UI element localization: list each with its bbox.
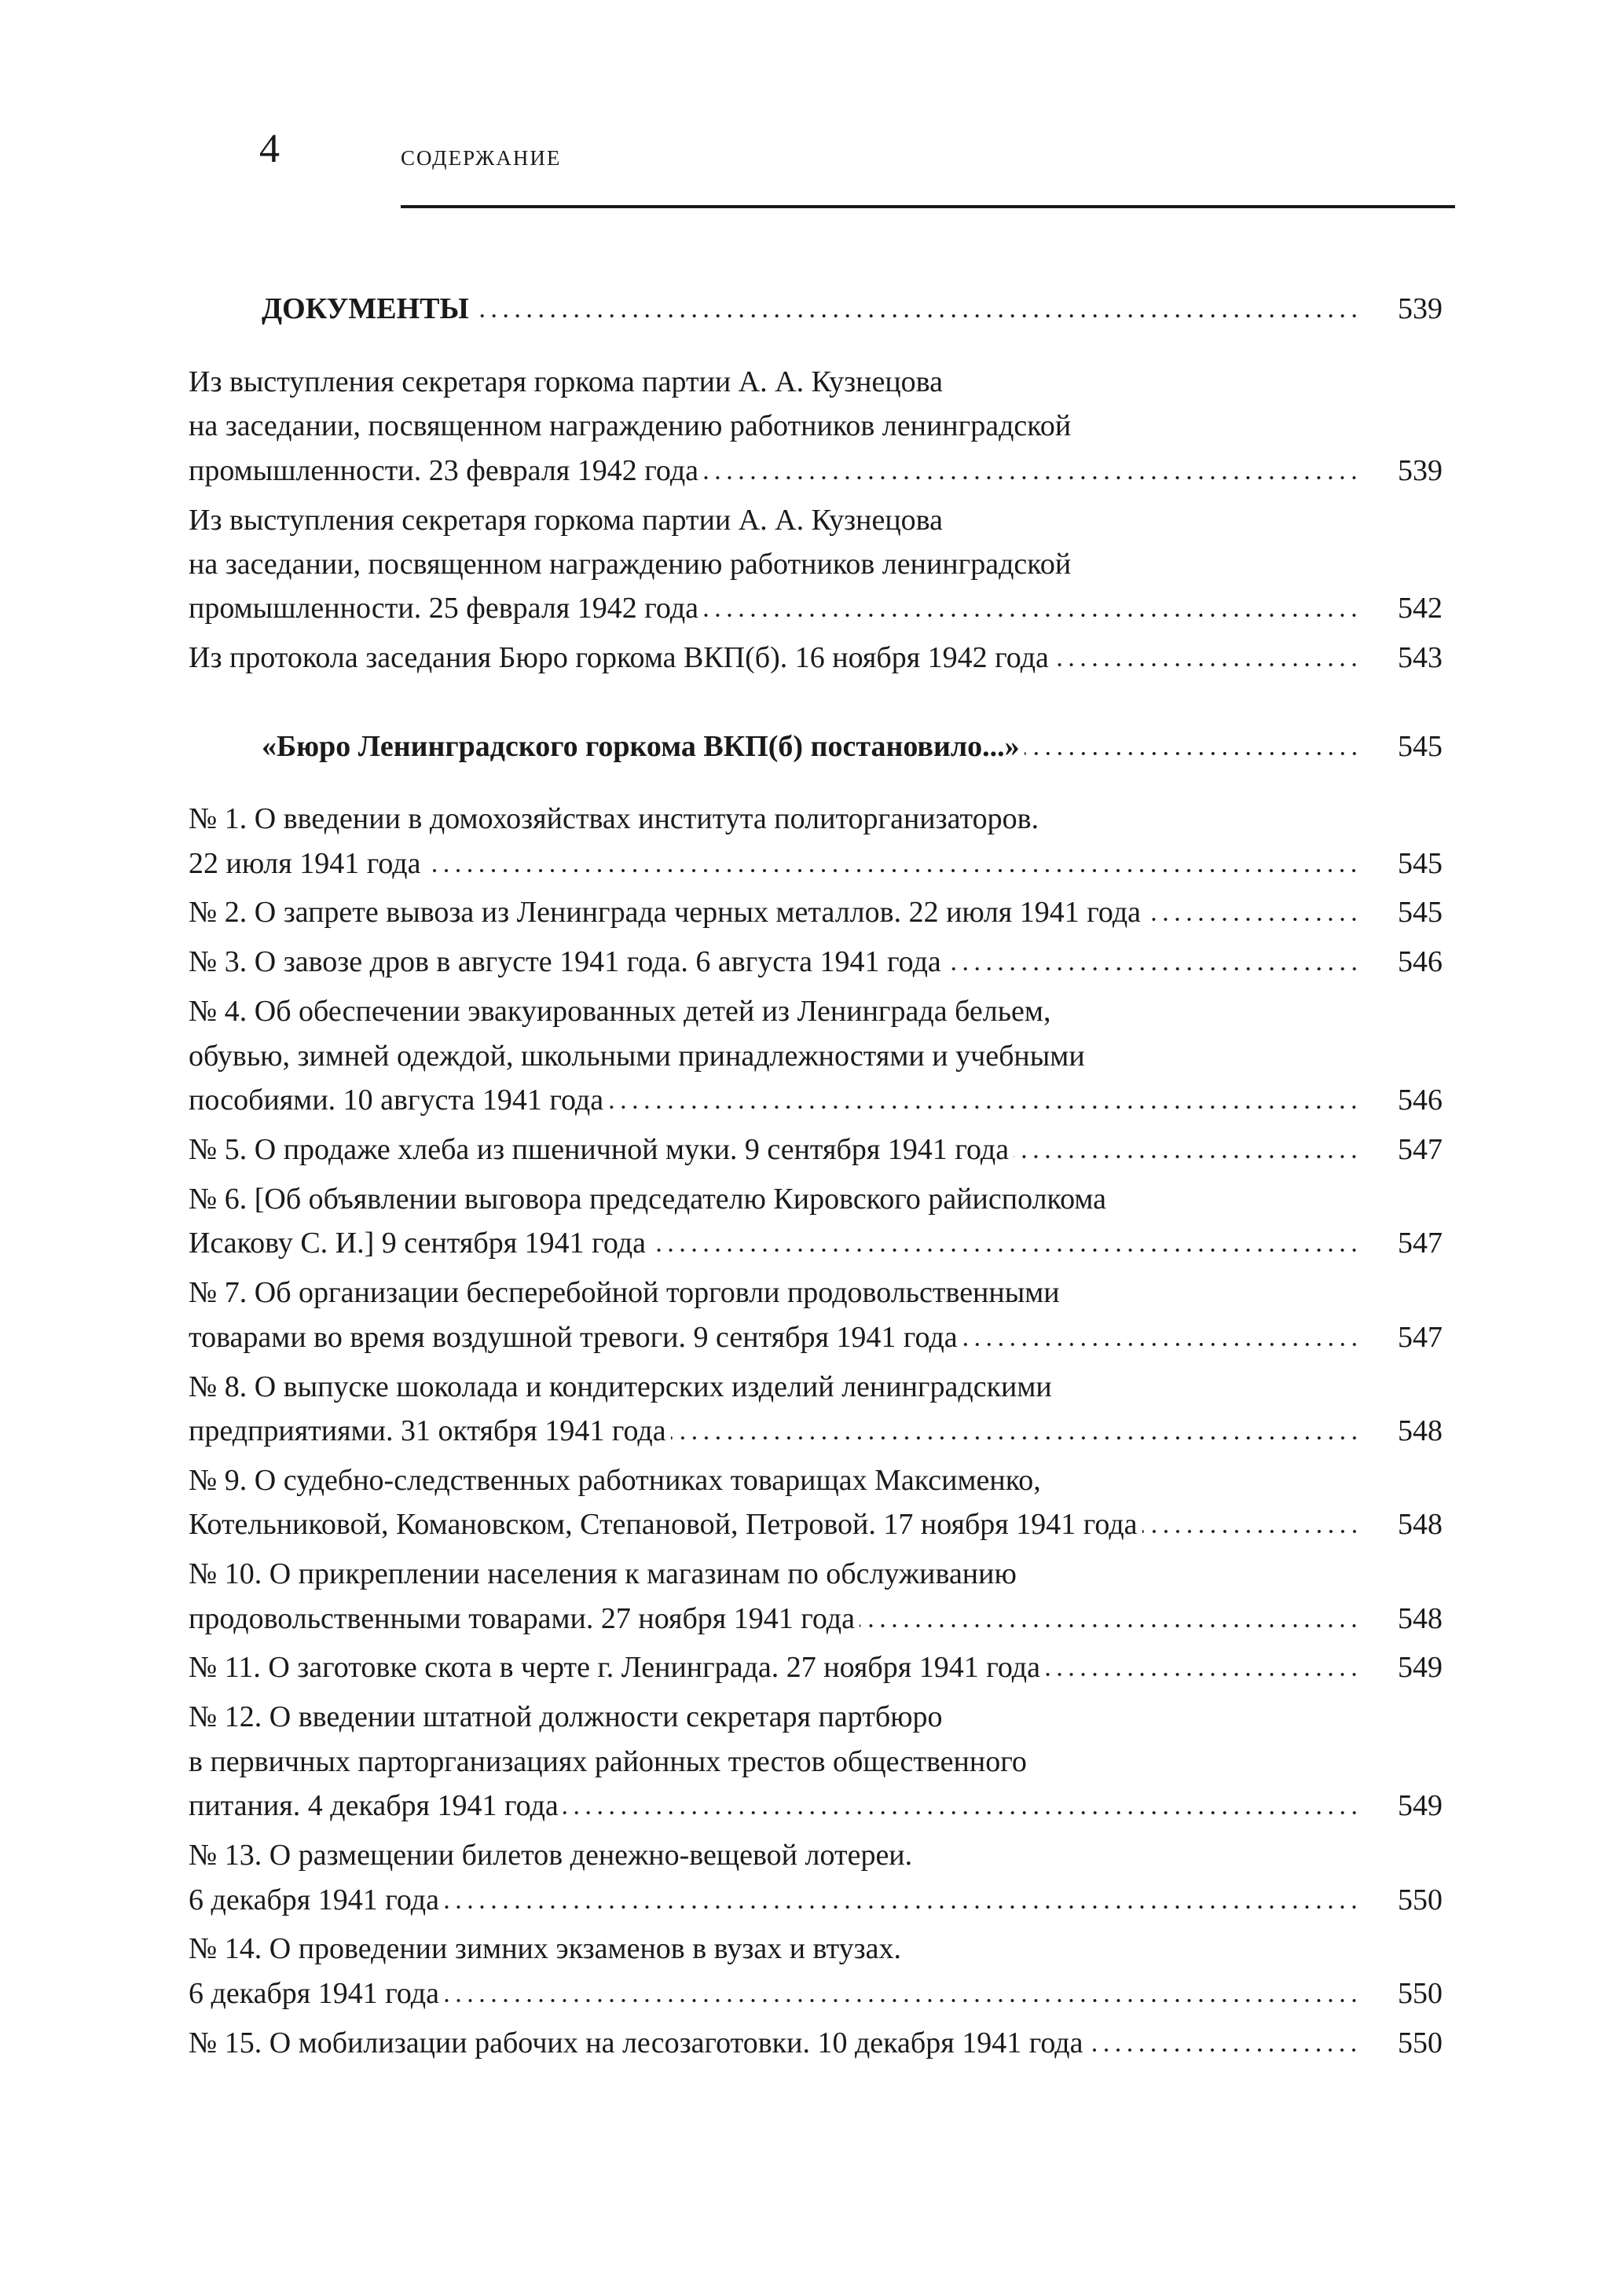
dot-leader [671, 1434, 1360, 1442]
toc-entry-text: № 6. [Об объявлении выговора председателю Кировского райисполкома [189, 1182, 1107, 1216]
toc-entry[interactable] [189, 636, 1443, 680]
toc-entry-line [189, 1695, 1443, 1739]
dot-leader [703, 474, 1360, 482]
toc-entry-text: в первичных парторганизациях районных трестов общественного [189, 1744, 1027, 1778]
toc-page-number: 550 [1398, 2026, 1443, 2059]
toc-page-number: 543 [1398, 641, 1443, 675]
toc-page-number: 548 [1398, 1601, 1443, 1635]
toc-entry-text: промышленности. 25 февраля 1942 года [189, 592, 699, 625]
dot-leader [651, 1246, 1360, 1254]
toc-entry-text: № 10. О прикреплении населения к магазинам по обслуживанию [189, 1557, 1017, 1591]
toc-entry-line [262, 287, 1443, 331]
toc-entry[interactable] [189, 797, 1443, 886]
toc-entry-line [189, 1458, 1443, 1502]
toc-page-number: 545 [1398, 729, 1443, 763]
toc-entry-line [189, 1833, 1443, 1877]
dot-leader [946, 965, 1360, 973]
toc-entry-text: 6 декабря 1941 года [189, 1883, 440, 1916]
toc-entry-line [189, 636, 1443, 680]
toc-page-number: 539 [1398, 292, 1443, 325]
toc-entry[interactable] [189, 1833, 1443, 1922]
toc-entry-line [189, 1597, 1443, 1641]
toc-entry-line [189, 1221, 1443, 1265]
dot-leader [1045, 1671, 1360, 1678]
toc-entry-line [189, 586, 1443, 630]
toc-entry-line [189, 1409, 1443, 1453]
toc-entry-line [189, 1034, 1443, 1078]
toc-entry-text: Из выступления секретаря горкома партии А. А. Кузнецова [189, 503, 943, 537]
toc-entry[interactable] [189, 498, 1443, 631]
toc-entry-text: 22 июля 1941 года [189, 846, 421, 880]
toc-entry-line [189, 797, 1443, 841]
toc-page-number: 545 [1398, 846, 1443, 880]
toc-page-number: 546 [1398, 1084, 1443, 1117]
toc-entry-text: № 8. О выпуске шоколада и кондитерских изделий ленинградскими [189, 1370, 1052, 1403]
toc-page-number: 549 [1398, 1789, 1443, 1823]
toc-page-number: 550 [1398, 1883, 1443, 1916]
table-of-contents [189, 281, 1443, 2065]
toc-entry-line [189, 1927, 1443, 1971]
toc-entry-text: № 3. О завозе дров в августе 1941 года. 6 августа 1941 года [189, 945, 941, 979]
toc-entry[interactable] [189, 1458, 1443, 1547]
dot-leader [1146, 915, 1360, 923]
toc-entry-line [262, 724, 1443, 768]
dot-leader [474, 312, 1360, 320]
toc-entry-text: № 5. О продаже хлеба из пшеничной муки. 9 сентября 1941 года [189, 1133, 1010, 1166]
toc-entry-text: ДОКУМЕНТЫ [262, 292, 469, 325]
toc-section-heading[interactable] [189, 724, 1443, 768]
toc-entry-text: продовольственными товарами. 27 ноября 1941 года [189, 1601, 856, 1635]
toc-entry-line [189, 890, 1443, 934]
toc-entry-line [189, 1645, 1443, 1689]
toc-entry-line [189, 1971, 1443, 2015]
dot-leader [608, 1103, 1360, 1111]
toc-entry-text: промышленности. 23 февраля 1942 года [189, 453, 699, 487]
toc-entry-text: № 1. О введении в домохозяйствах института политорганизаторов. [189, 802, 1039, 836]
toc-entry-text: Исакову С. И.] 9 сентября 1941 года [189, 1227, 646, 1260]
toc-entry[interactable] [189, 360, 1443, 493]
toc-entry-text: на заседании, посвященном награждению работников ленинградской [189, 548, 1072, 581]
toc-entry[interactable] [189, 1645, 1443, 1689]
toc-page-number: 547 [1398, 1320, 1443, 1354]
toc-entry-text: предприятиями. 31 октября 1941 года [189, 1414, 666, 1447]
dot-leader [1087, 2046, 1360, 2054]
toc-entry-text: обувью, зимней одеждой, школьными принадлежностями и учебными [189, 1039, 1085, 1073]
toc-page-number: 545 [1398, 896, 1443, 930]
toc-entry-line [189, 1177, 1443, 1221]
toc-entry-line [189, 542, 1443, 586]
toc-entry-line [189, 989, 1443, 1033]
toc-page-number: 542 [1398, 592, 1443, 625]
toc-entry-text: на заседании, посвященном награждению работников ленинградской [189, 409, 1072, 443]
toc-page-number: 539 [1398, 453, 1443, 487]
toc-entry-line [189, 1365, 1443, 1409]
toc-entry-text: Из протокола заседания Бюро горкома ВКП(б). 16 ноября 1942 года [189, 641, 1049, 675]
toc-entry[interactable] [189, 1927, 1443, 2015]
toc-entry[interactable] [189, 1695, 1443, 1828]
running-title: СОДЕРЖАНИЕ [401, 146, 562, 170]
toc-section-heading[interactable] [189, 287, 1443, 331]
dot-leader [1142, 1528, 1360, 1535]
toc-entry-line [189, 1078, 1443, 1122]
toc-page-number: 547 [1398, 1133, 1443, 1166]
dot-leader [1054, 661, 1360, 669]
toc-page-number: 546 [1398, 945, 1443, 979]
toc-entry-line [189, 1740, 1443, 1784]
dot-leader [444, 1997, 1360, 2004]
dot-leader [444, 1903, 1360, 1911]
dot-leader [962, 1341, 1360, 1348]
toc-entry-line [189, 360, 1443, 404]
toc-entry[interactable] [189, 1128, 1443, 1172]
toc-page-number: 550 [1398, 1976, 1443, 2010]
dot-leader [860, 1622, 1360, 1630]
toc-entry-text: 6 декабря 1941 года [189, 1976, 440, 2010]
toc-page-number: 548 [1398, 1414, 1443, 1447]
toc-entry-text: № 12. О введении штатной должности секретаря партбюро [189, 1700, 943, 1734]
toc-entry-text: «Бюро Ленинградского горкома ВКП(б) постановило...» [262, 729, 1020, 763]
toc-entry[interactable] [189, 890, 1443, 934]
toc-page-number: 547 [1398, 1227, 1443, 1260]
toc-entry-line [189, 1315, 1443, 1359]
toc-entry-text: № 14. О проведении зимних экзаменов в вузах и втузах. [189, 1932, 902, 1966]
toc-entry-text: Котельниковой, Комановском, Степановой, Петровой. 17 ноября 1941 года [189, 1508, 1138, 1542]
toc-entry-text: Из выступления секретаря горкома партии А. А. Кузнецова [189, 365, 943, 398]
toc-entry[interactable] [189, 1552, 1443, 1641]
toc-entry-text: № 15. О мобилизации рабочих на лесозаготовки. 10 декабря 1941 года [189, 2026, 1083, 2059]
toc-entry-line [189, 498, 1443, 542]
toc-page-number: 549 [1398, 1651, 1443, 1685]
dot-leader [425, 867, 1360, 875]
toc-entry[interactable] [189, 989, 1443, 1122]
page-number: 4 [259, 127, 280, 171]
toc-entry-line [189, 2021, 1443, 2065]
toc-entry-line [189, 1502, 1443, 1546]
toc-entry-line [189, 1552, 1443, 1596]
toc-entry-line [189, 1271, 1443, 1315]
toc-entry[interactable] [189, 1271, 1443, 1359]
toc-entry-line [189, 940, 1443, 984]
toc-entry-text: пособиями. 10 августа 1941 года [189, 1084, 604, 1117]
toc-entry-text: № 9. О судебно-следственных работниках товарищах Максименко, [189, 1463, 1041, 1497]
dot-leader [1014, 1153, 1360, 1161]
header-rule [401, 205, 1455, 208]
toc-entry[interactable] [189, 2021, 1443, 2065]
toc-entry-text: питания. 4 декабря 1941 года [189, 1789, 559, 1823]
toc-entry-text: № 4. Об обеспечении эвакуированных детей из Ленинграда бельем, [189, 995, 1051, 1029]
toc-entry-line [189, 842, 1443, 886]
toc-entry-line [189, 1878, 1443, 1922]
toc-entry-text: № 13. О размещении билетов денежно-вещевой лотереи. [189, 1839, 913, 1872]
toc-entry[interactable] [189, 940, 1443, 984]
dot-leader [703, 611, 1360, 619]
toc-entry-line [189, 1784, 1443, 1828]
toc-entry[interactable] [189, 1365, 1443, 1454]
dot-leader [1025, 750, 1360, 757]
toc-entry[interactable] [189, 1177, 1443, 1266]
toc-entry-line [189, 1128, 1443, 1172]
toc-entry-line [189, 449, 1443, 493]
toc-page-number: 548 [1398, 1508, 1443, 1542]
toc-entry-text: № 2. О запрете вывоза из Ленинграда черных металлов. 22 июля 1941 года [189, 896, 1142, 930]
toc-entry-line [189, 404, 1443, 448]
dot-leader [563, 1809, 1360, 1817]
toc-entry-text: № 7. Об организации бесперебойной торговли продовольственными [189, 1276, 1060, 1310]
toc-entry-text: товарами во время воздушной тревоги. 9 сентября 1941 года [189, 1320, 958, 1354]
toc-entry-text: № 11. О заготовке скота в черте г. Ленинграда. 27 ноября 1941 года [189, 1651, 1040, 1685]
